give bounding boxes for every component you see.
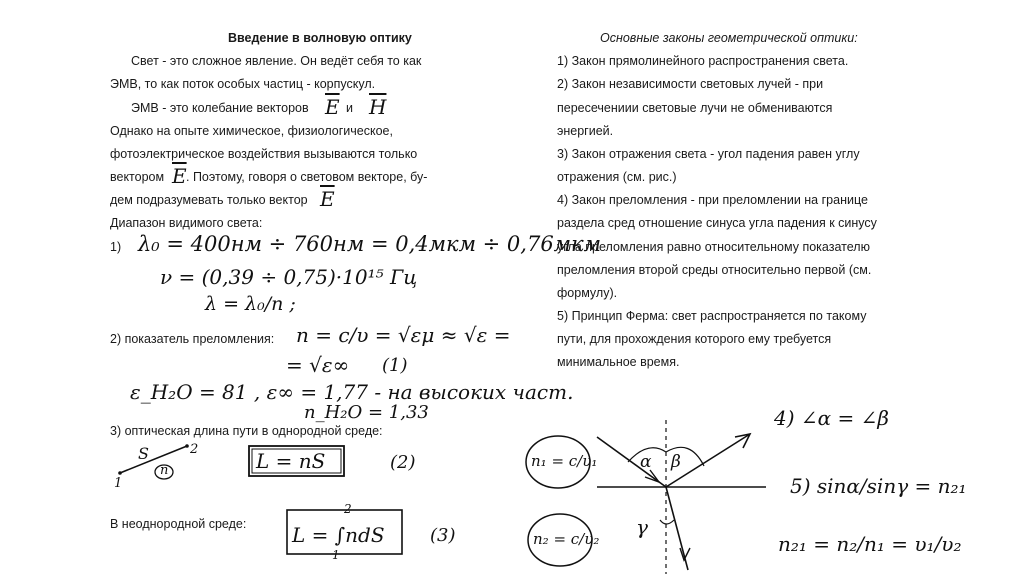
path-point-2 [185,444,189,448]
hw-lambda-range: λ₀ = 400нм ÷ 760нм = 0,4мкм ÷ 0,76мкм [138,232,602,256]
right-line-12: 5) Принцип Ферма: свет распространяется по такому [557,309,867,323]
path-segment [120,446,187,473]
hw-lambda-eq: λ = λ₀/n ; [205,293,296,315]
hw-eq2: (2) [390,452,416,473]
item3-label: 3) оптическая длина пути в однородной среде: [110,424,383,438]
left-line-6b: . Поэтому, говоря о световом векторе, бу- [186,170,428,184]
hw-law4: 4) ∠α = ∠β [774,406,889,430]
right-line-8: раздела сред отношение синуса угла падения к синусу [557,216,877,230]
hw-eq3: (3) [430,525,456,546]
hw-nh2o: n_H₂O = 1,33 [304,402,429,423]
formula-box-l1 [249,446,344,476]
refracted-arrow [680,548,690,560]
left-line-2: ЭМВ, то как поток особых частиц - корпускул. [110,77,376,91]
hw-s: S [138,444,149,463]
right-line-7: 4) Закон преломления - при преломлении на границе [557,193,868,207]
incident-ray [597,437,666,487]
inhomo-label: В неоднородной среде: [110,517,247,531]
right-line-14: минимальное время. [557,355,680,369]
left-line-7: дем подразумевать только вектор [110,193,308,207]
right-line-2: 2) Закон независимости световых лучей - при [557,77,824,91]
formula-box-l1-inner [252,449,341,473]
hw-eps: ε_H₂O = 81 , ε∞ = 1,77 - на высоких част. [130,380,574,404]
hw-beta: β [671,452,681,472]
right-line-10: преломления второй среды относительно первой (см. [557,263,872,277]
right-line-13: пути, для прохождения которого ему требуется [557,332,832,346]
hw-n-small: n [160,463,169,478]
left-line-3: ЭМВ - это колебание векторов [131,101,309,115]
left-line-4: Однако на опыте химическое, физиологическое, [110,124,393,138]
left-line-1: Свет - это сложное явление. Он ведёт себя то как [131,54,422,68]
right-line-1: 1) Закон прямолинейного распространения света. [557,54,849,68]
left-line-5: фотоэлектрическое воздействия вызываются только [110,147,418,161]
hw-law5: 5) sinα/sinγ = n₂₁ [790,474,967,498]
hw-alpha: α [640,452,652,472]
hw-eq1: (1) [382,355,408,376]
right-line-6: отражения (см. рис.) [557,170,677,184]
hw-point-2: 2 [190,442,199,457]
n-circle [155,465,173,479]
vector-h: $\overline{H}$ [369,95,387,119]
right-line-11: формулу). [557,286,618,300]
hw-int-top: 2 [344,502,352,516]
item1-label: 1) [110,240,122,254]
right-title: Основные законы геометрической оптики: [600,31,858,45]
hw-nu-range: ν = (0,39 ÷ 0,75)·10¹⁵ Гц [160,265,418,289]
hw-l1: L = nS [256,449,326,473]
hw-n2: n₂ = c/υ₂ [533,530,600,548]
left-line-3b: и [346,101,353,115]
hw-int-bottom: 1 [332,548,340,562]
hw-n-eq: n = c/υ = √εμ ≈ √ε = [296,323,511,347]
left-title: Введение в волновую оптику [228,31,412,45]
hw-n-eq2: = √ε∞ [286,353,350,377]
hw-l2: L = ∫ndS [292,523,385,547]
hw-gamma: γ [636,515,648,539]
hw-point-1: 1 [114,476,123,491]
right-line-9: угла преломления равно относительному показателю [557,240,870,254]
path-point-1 [118,471,122,475]
vector-e-2: $\overline{E}$ [172,164,187,188]
right-line-4: энергией. [557,124,614,138]
left-line-6: вектором [110,170,165,184]
hw-n1: n₁ = c/υ₁ [531,452,598,470]
angle-gamma-arc [660,520,674,524]
item2-label: 2) показатель преломления: [110,332,275,346]
right-line-3: пересечениии световые лучи не обмениваются [557,101,833,115]
vector-e-1: $\overline{E}$ [325,95,340,119]
vector-e-3: $\overline{E}$ [320,187,335,211]
formula-box-l2 [287,510,402,554]
left-line-8: Диапазон видимого света: [110,216,263,230]
hw-n21: n₂₁ = n₂/n₁ = υ₁/υ₂ [778,532,962,556]
right-line-5: 3) Закон отражения света - угол падения равен углу [557,147,860,161]
